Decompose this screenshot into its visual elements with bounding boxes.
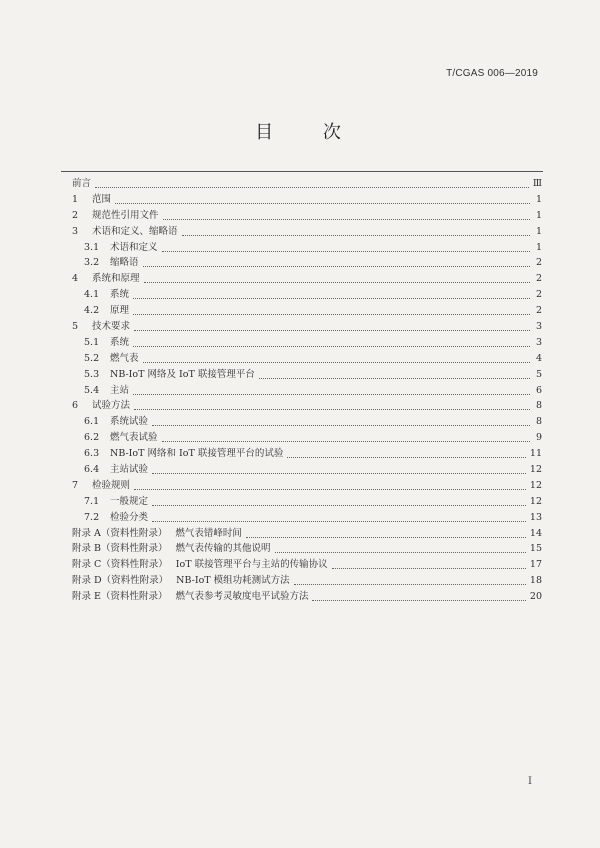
toc-entry[interactable] <box>72 573 542 589</box>
toc-entry[interactable] <box>72 557 542 573</box>
toc-entry-number: 3.1 <box>84 241 100 253</box>
toc-entry-number: 4 <box>72 273 79 285</box>
toc-entry[interactable] <box>72 383 542 399</box>
toc-entry[interactable] <box>72 430 542 446</box>
dot-leader <box>134 408 530 410</box>
dot-leader <box>275 551 526 553</box>
toc-entry[interactable] <box>72 589 542 605</box>
toc-entry[interactable] <box>72 510 542 526</box>
toc-entry-title: 燃气表参考灵敏度电平试验方法 <box>175 591 309 603</box>
toc-entry-page: 2 <box>535 257 542 269</box>
dot-leader <box>152 504 526 506</box>
toc-entry-number: 附录 E（资料性附录） <box>72 591 168 603</box>
toc-entry-number: 附录 D（资料性附录） <box>72 575 169 587</box>
toc-entry[interactable] <box>72 398 542 414</box>
toc-entry[interactable] <box>72 287 542 303</box>
toc-entry-title: 检验分类 <box>110 511 149 523</box>
toc-entry-page: 15 <box>529 543 542 555</box>
toc-entry[interactable] <box>72 541 542 557</box>
toc-entry-page: 8 <box>535 400 542 412</box>
toc-entry-title: 术语和定义 <box>110 241 158 253</box>
dot-leader <box>152 520 526 522</box>
dot-leader <box>182 234 530 236</box>
toc-entry-number: 7.2 <box>84 511 100 523</box>
toc-entry-title: 燃气表错峰时间 <box>175 527 242 539</box>
toc-entry-title: 一般规定 <box>110 495 149 507</box>
toc-entry-title: 术语和定义、缩略语 <box>92 225 178 237</box>
toc-top-rule <box>61 171 543 172</box>
toc-entry-page: 5 <box>535 368 542 380</box>
dot-leader <box>134 329 530 331</box>
toc-entry-number: 5.4 <box>84 384 100 396</box>
toc-entry-page: 1 <box>535 193 542 205</box>
dot-leader <box>134 488 526 490</box>
toc-entry-number: 6.2 <box>84 432 100 444</box>
toc-entry-number: 附录 A（资料性附录） <box>72 527 168 539</box>
dot-leader <box>152 472 526 474</box>
dot-leader <box>133 345 530 347</box>
toc-entry-page: 14 <box>529 527 542 539</box>
dot-leader <box>95 186 529 188</box>
toc-entry-title: 技术要求 <box>92 321 131 333</box>
toc-entry[interactable] <box>72 526 542 542</box>
toc-entry-page: 20 <box>529 591 542 603</box>
toc-entry-number: 6.3 <box>84 448 100 460</box>
toc-entry-page: 4 <box>535 352 542 364</box>
dot-leader <box>332 567 526 569</box>
toc-entry[interactable] <box>72 271 542 287</box>
toc-entry-title: 系统 <box>110 336 130 348</box>
toc-entry-number: 4.1 <box>84 289 100 301</box>
toc-entry-title: 系统和原理 <box>92 273 140 285</box>
toc-entry-page: 17 <box>529 559 542 571</box>
toc-entry-page: 2 <box>535 273 542 285</box>
toc-entry-page: 2 <box>535 289 542 301</box>
toc-entry[interactable] <box>72 255 542 271</box>
toc-entry-title: 主站 <box>110 384 130 396</box>
toc-entry-title: 检验规则 <box>92 479 131 491</box>
table-of-contents <box>72 176 542 605</box>
toc-entry-page: 3 <box>535 336 542 348</box>
toc-entry-page: 13 <box>529 511 542 523</box>
toc-entry[interactable] <box>72 208 542 224</box>
toc-entry-title: 缩略语 <box>110 257 139 269</box>
toc-entry[interactable] <box>72 240 542 256</box>
toc-entry-number: 附录 C（资料性附录） <box>72 559 168 571</box>
toc-entry-page: 3 <box>535 321 542 333</box>
dot-leader <box>246 536 526 538</box>
toc-entry[interactable] <box>72 335 542 351</box>
toc-entry[interactable] <box>72 192 542 208</box>
toc-entry-title: NB-IoT 网络及 IoT 联接管理平台 <box>110 368 255 380</box>
dot-leader <box>312 599 525 601</box>
toc-entry-page: 1 <box>535 209 542 221</box>
toc-entry-number: 1 <box>72 193 79 205</box>
dot-leader <box>143 361 530 363</box>
toc-entry-number: 6.1 <box>84 416 100 428</box>
toc-entry-number: 6 <box>72 400 79 412</box>
dot-leader <box>259 377 530 379</box>
toc-entry-page: 11 <box>529 448 542 460</box>
toc-entry-number: 3 <box>72 225 79 237</box>
dot-leader <box>162 440 530 442</box>
toc-entry-page: 12 <box>529 479 542 491</box>
dot-leader <box>144 281 530 283</box>
toc-entry-number: 7 <box>72 479 79 491</box>
toc-entry[interactable] <box>72 367 542 383</box>
toc-entry[interactable] <box>72 446 542 462</box>
dot-leader <box>163 218 530 220</box>
toc-entry-page: 12 <box>529 495 542 507</box>
document-code: T/CGAS 006—2019 <box>446 68 538 79</box>
toc-entry-title: 燃气表 <box>110 352 139 364</box>
toc-entry-page: 1 <box>535 241 542 253</box>
toc-entry[interactable] <box>72 462 542 478</box>
toc-entry-number: 5.2 <box>84 352 100 364</box>
dot-leader <box>133 393 530 395</box>
toc-entry-page: Ⅲ <box>532 178 542 189</box>
dot-leader <box>152 424 530 426</box>
dot-leader <box>287 456 526 458</box>
toc-entry-page: 1 <box>535 225 542 237</box>
toc-entry-number: 5.3 <box>84 368 100 380</box>
toc-entry-number: 附录 B（资料性附录） <box>72 543 168 555</box>
dot-leader <box>162 250 530 252</box>
page-number: I <box>528 776 532 787</box>
toc-entry-number: 6.4 <box>84 464 100 476</box>
toc-entry-number: 5.1 <box>84 336 100 348</box>
toc-entry-number: 7.1 <box>84 495 100 507</box>
toc-entry-title: NB-IoT 网络和 IoT 联接管理平台的试验 <box>110 448 284 460</box>
dot-leader <box>143 265 530 267</box>
toc-entry-number: 4.2 <box>84 305 100 317</box>
toc-entry-title: 原理 <box>110 305 130 317</box>
dot-leader <box>133 313 530 315</box>
toc-entry[interactable] <box>72 319 542 335</box>
toc-entry-title: 燃气表传输的其他说明 <box>175 543 271 555</box>
toc-entry-number: 3.2 <box>84 257 100 269</box>
toc-entry-page: 18 <box>529 575 542 587</box>
toc-entry-title: 范围 <box>92 193 112 205</box>
toc-entry-title: 前言 <box>72 178 92 189</box>
toc-entry[interactable] <box>72 176 542 192</box>
toc-entry-page: 9 <box>535 432 542 444</box>
dot-leader <box>294 583 526 585</box>
dot-leader <box>115 202 530 204</box>
toc-entry-title: NB-IoT 模组功耗测试方法 <box>176 575 290 587</box>
toc-entry-title: 规范性引用文件 <box>92 209 159 221</box>
toc-entry-title: 系统试验 <box>110 416 149 428</box>
toc-entry[interactable] <box>72 478 542 494</box>
toc-entry[interactable] <box>72 224 542 240</box>
toc-entry-title: 主站试验 <box>110 464 149 476</box>
toc-entry-page: 6 <box>535 384 542 396</box>
toc-entry-page: 8 <box>535 416 542 428</box>
toc-entry[interactable] <box>72 303 542 319</box>
toc-entry-title: IoT 联接管理平台与主站的传输协议 <box>175 559 328 571</box>
toc-entry-number: 2 <box>72 209 79 221</box>
toc-entry-number: 5 <box>72 321 79 333</box>
toc-entry[interactable] <box>72 494 542 510</box>
toc-entry-title: 试验方法 <box>92 400 131 412</box>
toc-entry-title: 系统 <box>110 289 130 301</box>
toc-entry-page: 12 <box>529 464 542 476</box>
toc-title: 目 次 <box>255 122 363 143</box>
toc-entry-page: 2 <box>535 305 542 317</box>
toc-entry-title: 燃气表试验 <box>110 432 158 444</box>
dot-leader <box>133 297 530 299</box>
toc-entry[interactable] <box>72 414 542 430</box>
toc-entry[interactable] <box>72 351 542 367</box>
